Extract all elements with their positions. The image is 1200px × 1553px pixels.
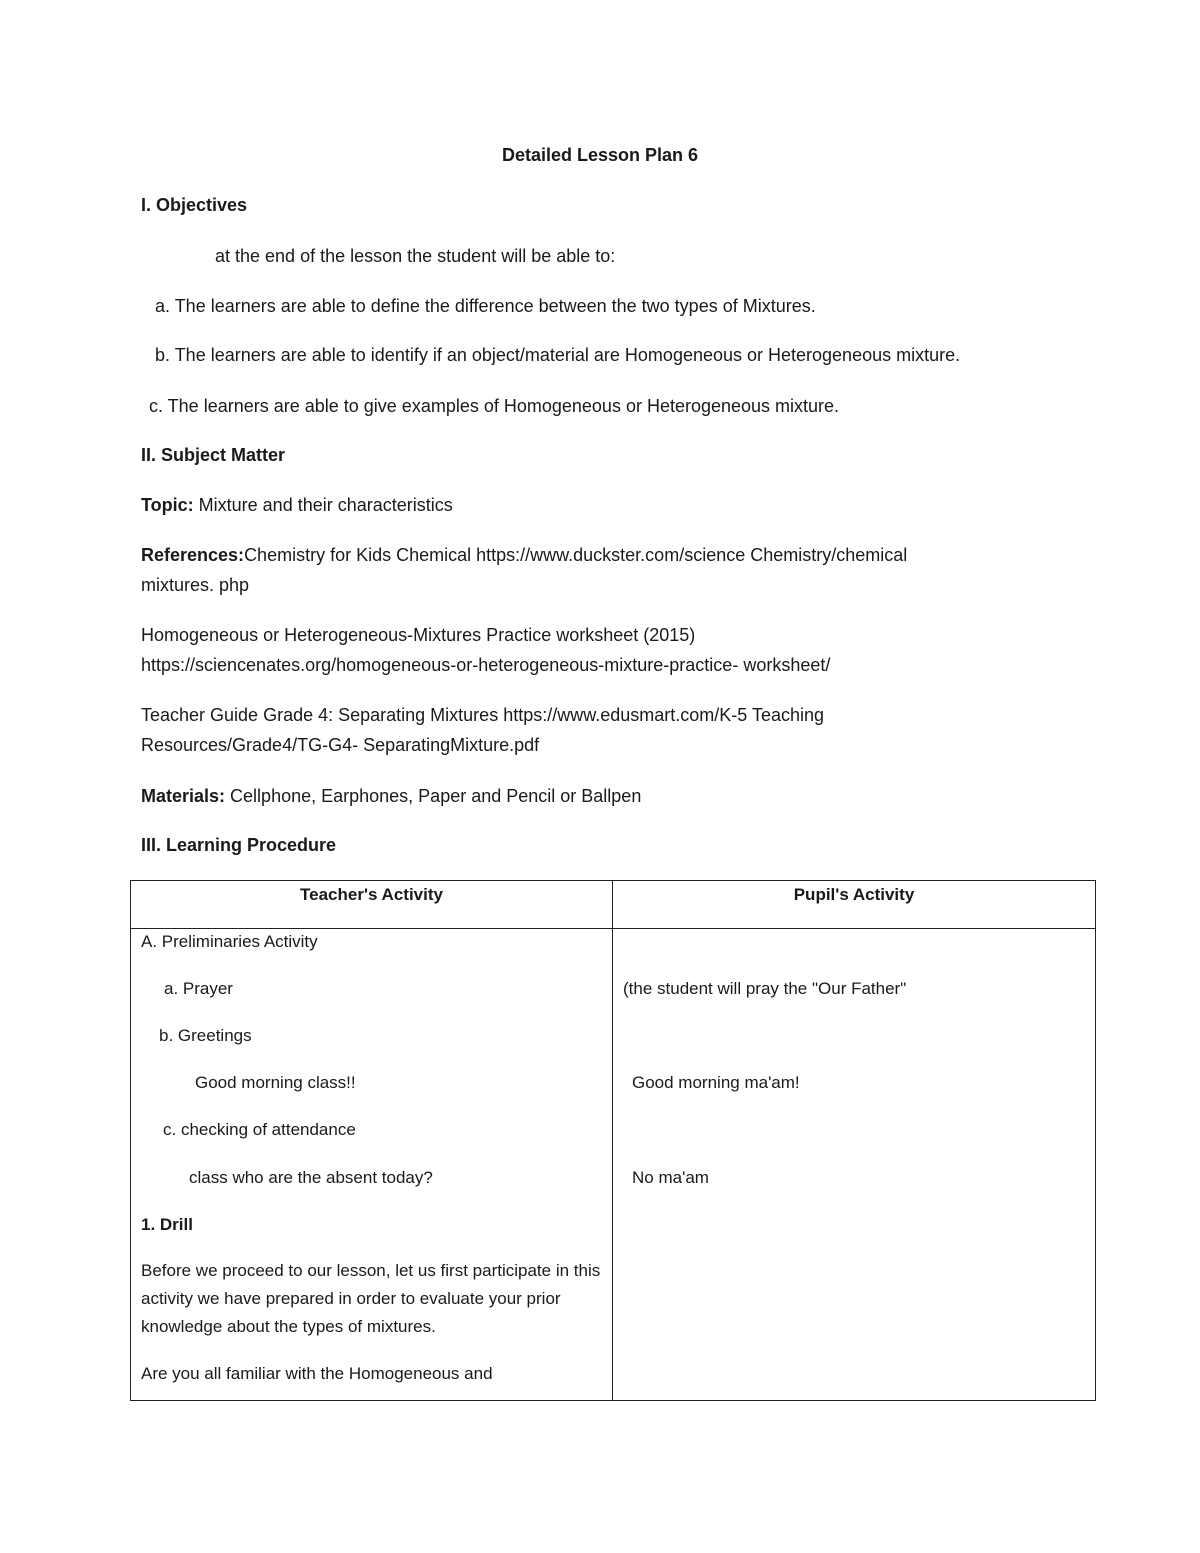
col-header-teacher: Teacher's Activity <box>131 881 613 929</box>
reference-3-line2: Resources/Grade4/TG-G4- SeparatingMixture.pdf <box>141 735 540 755</box>
objective-item-b: b. The learners are able to identify if an object/material are Homogeneous or Heterogeneous mixture. <box>155 345 961 365</box>
pupil-absent-answer: No ma'am <box>632 1168 709 1187</box>
objective-item-c: c. The learners are able to give examples of Homogeneous or Heterogeneous mixture. <box>149 396 840 416</box>
subject-matter-heading: II. Subject Matter <box>141 445 286 465</box>
topic-value: Mixture and their characteristics <box>193 495 453 515</box>
drill-heading: 1. Drill <box>141 1215 193 1234</box>
table-header-row <box>131 881 1096 929</box>
topic-line <box>141 494 453 516</box>
objectives-heading: I. Objectives <box>141 195 248 215</box>
absent-question: class who are the absent today? <box>189 1168 433 1187</box>
col-header-pupil: Pupil's Activity <box>613 881 1096 929</box>
teacher-activity-cell <box>131 929 613 1401</box>
topic-label: Topic: <box>141 495 194 515</box>
procedure-heading: III. Learning Procedure <box>141 835 337 855</box>
reference-1-text: Chemistry for Kids Chemical https://www.duckster.com/science Chemistry/chemical <box>244 545 908 565</box>
objectives-intro: at the end of the lesson the student will be able to: <box>215 246 616 266</box>
reference-3-line1: Teacher Guide Grade 4: Separating Mixtures https://www.edusmart.com/K-5 Teaching <box>141 705 824 725</box>
page-title: Detailed Lesson Plan 6 <box>501 145 699 165</box>
greetings-label: b. Greetings <box>159 1026 252 1045</box>
pupil-prayer: (the student will pray the "Our Father" <box>623 979 907 998</box>
references-label: References: <box>141 545 245 565</box>
reference-2-line2: https://sciencenates.org/homogeneous-or-heterogeneous-mixture-practice- worksheet/ <box>141 655 831 675</box>
preliminaries-label: A. Preliminaries Activity <box>141 932 318 951</box>
reference-1-line1 <box>141 544 907 566</box>
reference-2-line1: Homogeneous or Heterogeneous-Mixtures Practice worksheet (2015) <box>141 625 696 645</box>
objective-item-a: a. The learners are able to define the difference between the two types of Mixtures. <box>155 296 816 316</box>
materials-value: Cellphone, Earphones, Paper and Pencil or Ballpen <box>225 786 642 806</box>
pupil-good-morning: Good morning ma'am! <box>632 1073 800 1092</box>
teacher-good-morning: Good morning class!! <box>195 1073 356 1092</box>
reference-1-line2: mixtures. php <box>141 575 250 595</box>
materials-line <box>141 785 641 807</box>
procedure-table <box>130 880 1096 1401</box>
table-row <box>131 929 1096 1401</box>
drill-text: Before we proceed to our lesson, let us first participate in this activity we have prepared in order to evaluate your prior knowledge about the types of mixtures. <box>141 1261 601 1336</box>
prayer-label: a. Prayer <box>164 979 233 998</box>
familiar-question: Are you all familiar with the Homogeneous and <box>141 1364 493 1383</box>
pupil-activity-cell <box>613 929 1096 1401</box>
materials-label: Materials: <box>141 786 226 806</box>
attendance-label: c. checking of attendance <box>163 1120 356 1139</box>
